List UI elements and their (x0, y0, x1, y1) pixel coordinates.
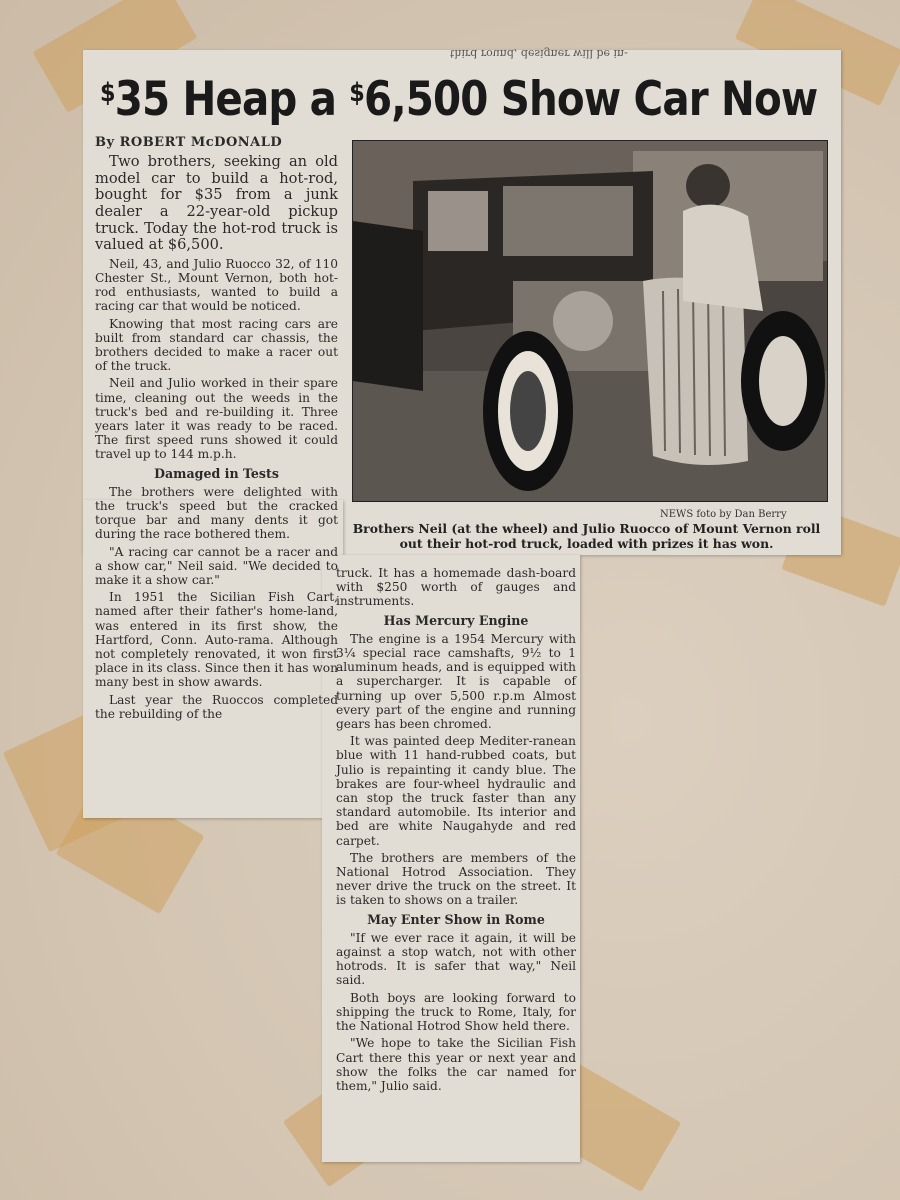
subheading: May Enter Show in Rome (367, 911, 545, 927)
paragraph: Both boys are looking forward to shipping the truck to Rome, Italy, for the National Hotrod Show held there. (336, 990, 576, 1034)
paragraph: The brothers were delighted with the truck's speed but the cracked torque bar and many dents it got during the race bothered them. (95, 484, 338, 542)
paragraph: "If we ever race it again, it will be against a stop watch, not with other hotrods. It is safer that way," Neil said. (336, 930, 576, 988)
hotrod-truck-photo (352, 140, 828, 502)
byline: By ROBERT McDONALD (95, 135, 283, 150)
paragraph: Neil and Julio worked in their spare time, cleaning out the weeds in the truck's bed and re-building it. Three years later it was ready to be raced. The first speed runs showed it could travel up to 144 m.p.h. (95, 376, 338, 462)
paragraph: The brothers are members of the National Hotrod Association. They never drive the truck on the street. It is taken to shows on a trailer. (336, 850, 576, 908)
paragraph: In 1951 the Sicilian Fish Cart, named after their father's home-land, was entered in its first show, the Hartford, Conn. Auto-rama. Although not completely renovated, it won first place in its class. Since then it has won many best in show awards. (95, 590, 338, 690)
back-page-text: third round, designer will be in- (450, 47, 628, 60)
subheading: Damaged in Tests (154, 465, 279, 481)
paragraph: The engine is a 1954 Mercury with 3¼ special race camshafts, 9½ to 1 aluminum heads, and is equipped with a supercharger. It is capable of turning up over 5,500 r.p.m Almost every part of the engine and running gears has been chromed. (336, 631, 576, 732)
photo-illustration (353, 141, 827, 501)
paragraph: "A racing car cannot be a racer and a show car," Neil said. "We decided to make it a show car." (95, 544, 338, 588)
lead-paragraph: Two brothers, seeking an old model car to build a hot-rod, bought for $35 from a junk dealer a 22-year-old pickup truck. Today the hot-rod truck is valued at $6,500. (95, 153, 338, 254)
paragraph: "We hope to take the Sicilian Fish Cart there this year or next year and show the folks the car named for them," Julio said. (336, 1036, 576, 1093)
article-column-1 (95, 136, 338, 724)
subheading: Has Mercury Engine (383, 612, 529, 628)
paragraph: Neil, 43, and Julio Ruocco 32, of 110 Chester St., Mount Vernon, both hot-rod enthusiasts, wanted to build a racing car that would be noticed. (95, 256, 338, 314)
headline: $35 Heap a $6,500 Show Car Now (100, 72, 818, 127)
photo-credit: NEWS foto by Dan Berry (660, 509, 787, 520)
photo-caption: Brothers Neil (at the wheel) and Julio Ruocco of Mount Vernon roll out their hot-rod truck, loaded with prizes it has won. (352, 521, 821, 551)
paragraph: truck. It has a homemade dash-board with $250 worth of gauges and instruments. (336, 566, 576, 609)
paragraph: It was painted deep Mediter-ranean blue with 11 hand-rubbed coats, but Julio is repainting it candy blue. The brakes are four-wheel hydraulic and can stop the truck faster than any standard automobile. Its interior and bed are white Naugahyde and red carpet. (336, 734, 576, 848)
article-column-2 (336, 566, 576, 1096)
paragraph: Knowing that most racing cars are built from standard car chassis, the brothers decided to make a racer out of the truck. (95, 316, 338, 374)
paragraph: Last year the Ruoccos completed the rebuilding of the (95, 692, 338, 721)
